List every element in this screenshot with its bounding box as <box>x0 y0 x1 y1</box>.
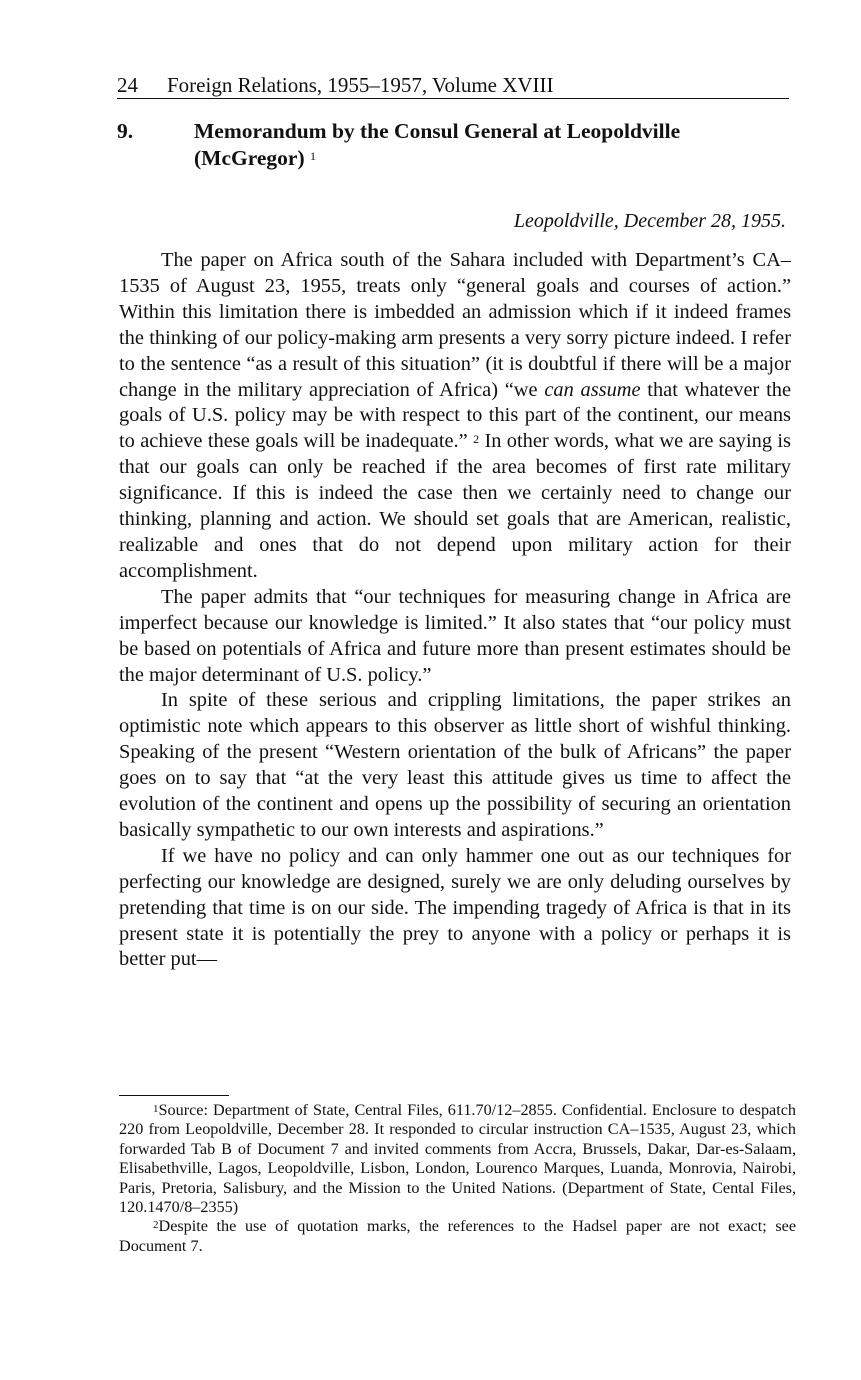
footnote-1 <box>119 1101 796 1217</box>
footnote-ref-1[interactable]: 1 <box>310 149 316 163</box>
paragraph-1-part-c: In other words, what we are saying is that our goals can only be reached if the area becomes of first rate military significance. If this is indeed the case then we certainly need to change our thinking, planning and action. We should set goals that are American, realistic, realizable and ones that do not depend upon military action for their accomplishment. <box>119 430 791 582</box>
page-number: 24 <box>117 73 138 97</box>
paragraph-1-part-a: The paper on Africa south of the Sahara included with Department’s CA–1535 of August 23, 1955, treats only “general goals and courses of action.” Within this limitation there is imbedded an admission which if it indeed frames the thinking of our policy-making arm presents a very sorry picture indeed. I refer to the sentence “as a result of this situation” (it is doubtful if there will be a major change in the military appreciation of Africa) “we <box>119 249 791 401</box>
footnote-2 <box>119 1217 796 1256</box>
footnote-1-marker: 1 <box>153 1103 159 1115</box>
document-title: Memorandum by the Consul General at Leopoldville (McGregor) <box>194 119 681 170</box>
paragraph-1-emphasis: can assume <box>544 378 641 401</box>
paragraph-1-part-b: that whatever the goals of U.S. policy may be with respect to this part of the continent, our means to achieve these goals will be inadequate.” <box>119 378 791 453</box>
footnotes <box>119 1101 796 1256</box>
running-head <box>117 72 789 99</box>
dateline: Leopoldville, December 28, 1955. <box>513 210 786 232</box>
paragraph-3: In spite of these serious and crippling limitations, the paper strikes an optimistic note which appears to this observer as little short of wishful thinking. Speaking of the present “Western orientation of the bulk of Africans” the paper goes on to say that “at the very least this attitude gives us time to affect the evolution of the continent and opens up the possibility of securing an orientation basically sympathetic to our own interests and aspirations.” <box>119 689 791 841</box>
document-number: 9. <box>117 119 134 143</box>
paragraph-1 <box>119 248 791 585</box>
footnote-divider <box>119 1095 229 1096</box>
paragraph-4: If we have no policy and can only hammer one out as our techniques for perfecting our knowledge are designed, surely we are only deluding ourselves by pretending that time is on our side. The impending tragedy of Africa is that in its present state it is potentially the prey to anyone with a policy or perhaps it is better put— <box>119 844 791 971</box>
footnote-1-text: Source: Department of State, Central Files, 611.70/12–2855. Confidential. Enclosure to despatch 220 from Leopoldville, December 28. It responded to circular instruction CA–1535, August 23, which forwarded Tab B of Document 7 and invited comments from Accra, Brussels, Dakar, Dar-es-Salaam, Elisabethville, Lagos, Leopoldville, Lisbon, London, Lourenco Marques, Luanda, Monrovia, Nairobi, Paris, Pretoria, Salisbury, and the Mission to the United Nations. (Department of State, Cental Files, 120.1470/8–2355) <box>119 1101 796 1217</box>
footnote-2-marker: 2 <box>153 1219 159 1232</box>
footnote-ref-2[interactable]: 2 <box>473 432 480 447</box>
volume-title: Foreign Relations, 1955–1957, Volume XVIII <box>167 73 554 97</box>
document-title-block <box>194 118 789 172</box>
paragraph-2: The paper admits that “our techniques for measuring change in Africa are imperfect because our knowledge is limited.” It also states that “our policy must be based on potentials of Africa and future more than present estimates should be the major determinant of U.S. policy.” <box>119 585 791 686</box>
footnote-2-text: Despite the use of quotation marks, the references to the Hadsel paper are not exact; see Document 7. <box>119 1217 796 1255</box>
memorandum-body <box>119 248 791 973</box>
